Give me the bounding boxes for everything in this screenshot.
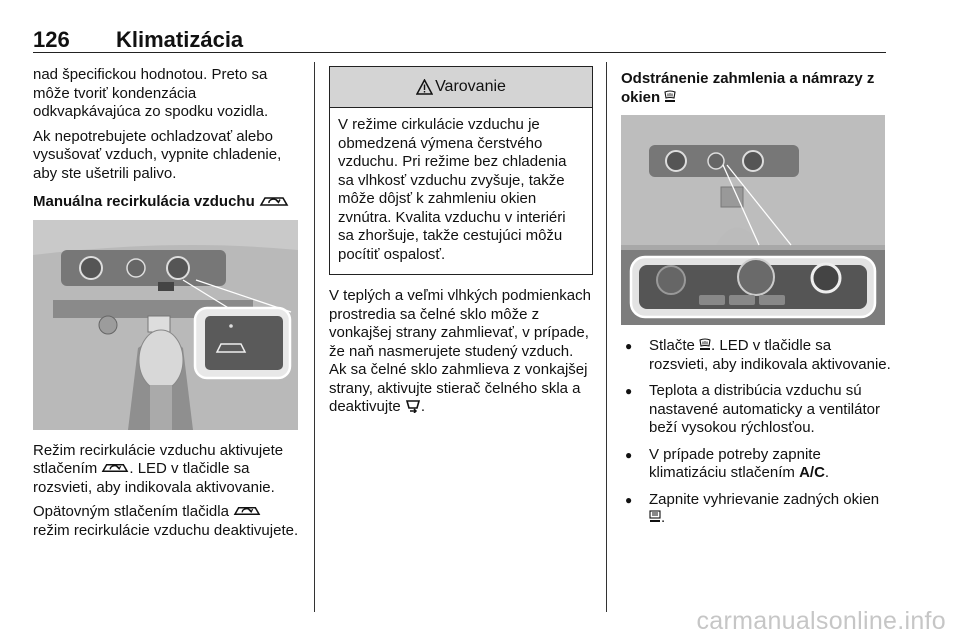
warning-box — [329, 66, 593, 275]
page-header — [0, 0, 960, 52]
paragraph-text: . LED v tlačidle sa rozsvieti, aby indikovala aktivovanie. — [33, 460, 275, 496]
column-right — [621, 66, 891, 536]
list-item — [621, 382, 891, 438]
instruction-list — [621, 337, 891, 528]
recirculation-icon — [233, 504, 261, 517]
header-rule — [33, 52, 886, 53]
recirculation-icon — [101, 461, 129, 474]
list-item-text: . LED v tlačidle sa rozsvieti, aby indikovala aktivovanie. — [649, 337, 891, 373]
list-item-text: V prípade potreby zapnite klimatizáciu stlačením — [649, 445, 821, 481]
list-item — [621, 491, 891, 528]
warning-header — [330, 67, 592, 108]
warning-body — [330, 108, 592, 274]
section-heading — [33, 193, 301, 212]
paragraph-text: Opätovným stlačením tlačidla — [33, 503, 229, 520]
section-heading — [621, 70, 891, 107]
paragraph: Ak nepotrebujete ochladzovať alebo vysušovať vzduch, vypnite chladenie, aby ste ušetrili palivo. — [33, 127, 282, 182]
watermark: carmanualsonline.info — [696, 607, 946, 635]
front-defrost-icon — [664, 90, 676, 103]
column-divider-2 — [606, 62, 607, 612]
recirculation-button-photo — [33, 220, 298, 430]
warning-title: Varovanie — [435, 77, 506, 95]
paragraph-text: Režim recirkulácie vzduchu aktivujete stlačením — [33, 441, 284, 477]
warning-triangle-icon — [416, 79, 433, 95]
heading-text: Odstránenie zahmlenia a námrazy z okien — [621, 70, 875, 106]
front-defrost-icon — [699, 338, 711, 351]
page-title: Klimatizácia — [116, 27, 244, 52]
list-item-text: Stlačte — [649, 337, 695, 354]
paragraph — [329, 287, 593, 417]
page-number: 126 — [33, 27, 70, 52]
list-item — [621, 337, 891, 374]
list-item — [621, 446, 891, 483]
recirculation-icon — [259, 194, 289, 208]
rear-defrost-icon — [649, 510, 661, 523]
column-middle — [329, 66, 593, 423]
column-divider-1 — [314, 62, 315, 612]
list-item-text: . — [824, 464, 830, 481]
windscreen-airflow-icon — [405, 399, 421, 413]
warning-text: V režime cirkulácie vzduchu je obmedzená výmena čerstvého vzduchu. Pri režime bez chladenia sa vlhkosť vzduchu zvyšuje, takže môže dôjsť k zahmleniu okien zvnútra. Kvalita vzduchu v interiéri sa zhoršuje, takže cestujúci môžu pocítiť ospalosť. — [338, 116, 567, 263]
list-item-text: . — [661, 509, 666, 526]
column-left — [33, 66, 301, 546]
paragraph-text: režim recirkulácie vzduchu deaktivujete. — [33, 521, 299, 539]
heading-text: Manuálna recirkulácia vzduchu — [33, 193, 255, 210]
defrost-button-photo — [621, 115, 885, 325]
paragraph — [33, 503, 301, 540]
ac-key-label: A/C — [799, 464, 825, 481]
paragraph — [33, 442, 301, 498]
list-item-text: Teplota a distribúcia vzduchu sú nastavené automaticky a ventilátor beží vysokou rýchlosťou. — [649, 382, 880, 436]
paragraph: nad špecifickou hodnotou. Preto sa môže tvoriť kondenzácia odkvapkávajúca zo spodku vozidla. — [33, 66, 269, 120]
paragraph-text: . — [420, 398, 426, 415]
paragraph-text: V teplých a veľmi vlhkých podmienkach prostredia sa čelné sklo môže z vonkajšej strany zahmlievať, v prípade, že naň nasmerujete studený vzduch. Ak sa čelné sklo zahmlieva z vonkajšej strany, aktivujte stierač čelného skla a deaktivujte — [329, 287, 591, 415]
list-item-text: Zapnite vyhrievanie zadných okien — [649, 490, 880, 508]
